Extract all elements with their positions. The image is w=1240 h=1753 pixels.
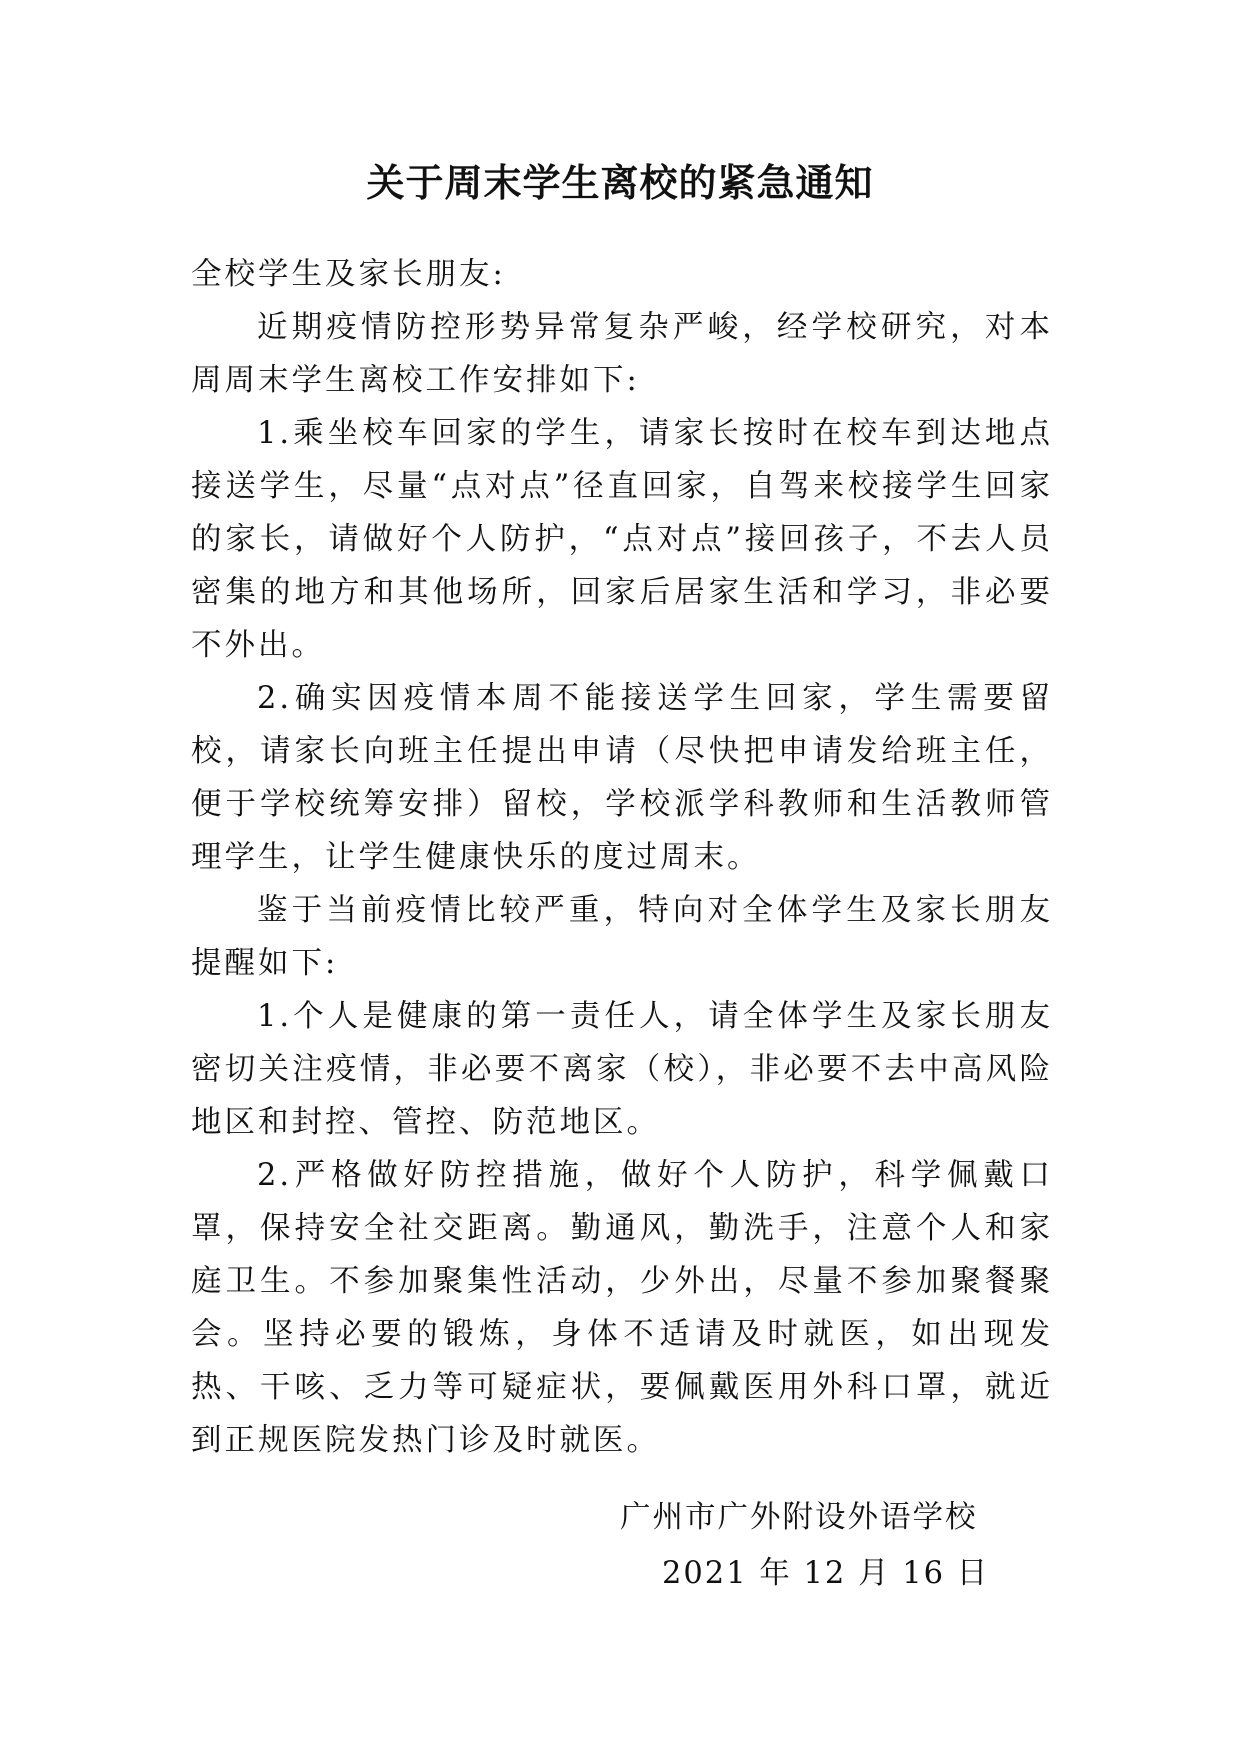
signature-date: 2021 年 12 月 16 日 — [662, 1556, 990, 1591]
paragraph-intro: 近期疫情防控形势异常复杂严峻，经学校研究，对本周周末学生离校工作安排如下: — [191, 310, 1053, 398]
signature-organization: 广州市广外附设外语学校 — [620, 1500, 978, 1535]
document-body — [191, 248, 1053, 1467]
paragraph-arrangement-2: 2.确实因疫情本周不能接送学生回家，学生需要留校，请家长向班主任提出申请（尽快把申请发给班主任，便于学校统筹安排）留校，学校派学科教师和生活教师管理学生，让学生健康快乐的度过周末。 — [191, 681, 1053, 875]
paragraph-reminder-intro: 鉴于当前疫情比较严重，特向对全体学生及家长朋友提醒如下: — [191, 893, 1053, 981]
paragraph-arrangement-1: 1.乘坐校车回家的学生，请家长按时在校车到达地点接送学生，尽量“点对点”径直回家，自驾来校接学生回家的家长，请做好个人防护，“点对点”接回孩子，不去人员密集的地方和其他场所，回家后居家生活和学习，非必要不外出。 — [191, 416, 1053, 663]
signature-block — [620, 1490, 1040, 1602]
document-title: 关于周末学生离校的紧急通知 — [366, 160, 874, 205]
salutation: 全校学生及家长朋友: — [191, 257, 506, 292]
paragraph-reminder-1: 1.个人是健康的第一责任人，请全体学生及家长朋友密切关注疫情，非必要不离家（校），非必要不去中高风险地区和封控、管控、防范地区。 — [191, 999, 1053, 1140]
paragraph-reminder-2: 2.严格做好防控措施，做好个人防护，科学佩戴口罩，保持安全社交距离。勤通风，勤洗手，注意个人和家庭卫生。不参加聚集性活动，少外出，尽量不参加聚餐聚会。坚持必要的锻炼，身体不适请及时就医，如出现发热、干咳、乏力等可疑症状，要佩戴医用外科口罩，就近到正规医院发热门诊及时就医。 — [191, 1158, 1053, 1458]
